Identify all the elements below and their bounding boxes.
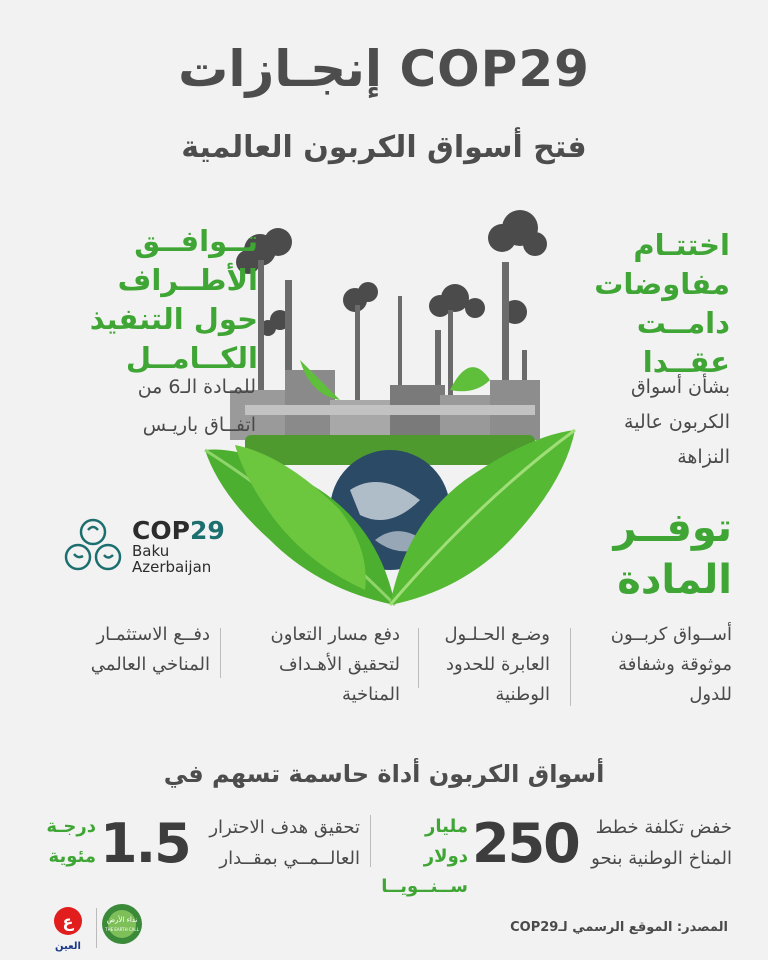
feature-line: وضـع الحـلـول	[444, 624, 550, 645]
divider	[418, 628, 419, 688]
divider	[570, 628, 571, 706]
feature-line: دفع مسار التعاون	[270, 624, 400, 645]
cop-country: Azerbaijan	[132, 558, 212, 576]
right-headline-line: دامــت	[636, 306, 730, 340]
feature-line: المناخية	[341, 684, 400, 705]
feature-item	[562, 620, 732, 710]
svg-text:ع: ع	[62, 912, 74, 931]
stat-unit-line: درجـة	[46, 816, 96, 837]
feature-item	[40, 620, 210, 680]
left-body-line: للمـادة الـ6 من	[137, 376, 256, 398]
stat-line: خفض تكلفة خطط	[595, 817, 732, 838]
divider	[370, 815, 371, 867]
feature-line: للدول	[689, 684, 732, 705]
tools-heading: أسواق الكربون أداة حاسمة تسهم في	[163, 760, 605, 788]
stat1-description	[562, 812, 732, 874]
right-body-line: الكربون عالية	[624, 411, 730, 433]
right-body-line: بشأن أسواق	[630, 376, 730, 398]
page-subtitle: فتح أسواق الكربون العالمية	[181, 130, 587, 165]
cop-number: 29	[189, 516, 225, 545]
right-headline-line: عقــدا	[642, 345, 730, 379]
alain-logo-icon	[48, 905, 88, 937]
cop-prefix: COP	[132, 516, 190, 545]
left-headline-line: تــوافــق	[134, 224, 258, 258]
earth-call-logo	[100, 902, 144, 950]
cop-city: Baku	[132, 542, 170, 560]
right-headline	[530, 226, 730, 382]
left-headline-line: الأطــراف	[117, 263, 258, 297]
stat1-unit	[378, 812, 468, 902]
earth-call-logo-text: نداء الأرض	[106, 916, 138, 924]
stat-unit-line: ســنــويــا	[381, 876, 468, 897]
left-headline-line: حول التنفيذ	[89, 302, 258, 336]
divider	[220, 628, 221, 678]
earth-call-logo-icon	[100, 902, 144, 946]
alain-logo-text: العين	[55, 941, 81, 952]
alain-logo	[48, 905, 88, 951]
feature-line: لتحقيق الأهـداف	[279, 654, 400, 675]
stat1-number: 250	[472, 812, 579, 875]
stat2-unit	[34, 812, 96, 872]
stat-unit-line: مئوية	[48, 846, 96, 867]
stat2-number: 1.5	[100, 812, 190, 875]
left-headline-line: الكــامــل	[125, 341, 258, 375]
source-credit: المصدر: الموقع الرسمي لـCOP29	[510, 920, 728, 935]
earth-call-logo-sub: THE EARTH CALL	[105, 927, 139, 932]
left-body-line: اتفــاق باريـس	[142, 414, 256, 436]
left-headline	[58, 222, 258, 378]
factory-buildings	[230, 370, 540, 440]
feature-line: الوطنية	[495, 684, 550, 705]
cop29-location	[132, 543, 211, 575]
right-headline-line: مفاوضات	[594, 267, 730, 301]
feature-line: العابرة للحدود	[446, 654, 550, 675]
cop29-emblem-icon	[58, 512, 128, 582]
right-body	[540, 370, 730, 475]
feature-item	[410, 620, 550, 710]
smoke-clouds	[236, 210, 547, 336]
small-leaf	[450, 367, 490, 391]
feature-line: دفــع الاستثمـار	[96, 624, 210, 645]
left-body	[56, 368, 256, 444]
feature-line: أســواق كربــون	[610, 624, 732, 645]
availability-headline	[542, 502, 732, 606]
stat2-description	[180, 812, 360, 874]
feature-item	[228, 620, 400, 710]
page-title: إنجـازات COP29	[178, 40, 590, 98]
cop29-wordmark	[132, 516, 225, 545]
right-headline-line: اختتـام	[633, 228, 730, 262]
right-body-line: النزاهة	[677, 446, 730, 468]
availability-line: المادة	[617, 557, 732, 603]
stat-line: تحقيق هدف الاحترار	[209, 817, 360, 838]
feature-line: موثوقة وشفافة	[618, 654, 732, 675]
stat-line: العالــمــي بمقــدار	[219, 848, 360, 869]
stat-unit-line: مليار دولار	[423, 816, 468, 867]
divider	[96, 908, 97, 948]
stat-line: المناخ الوطنية بنحو	[591, 848, 732, 869]
availability-line: توفــر	[613, 505, 732, 551]
feature-line: المناخي العالمي	[90, 654, 210, 675]
